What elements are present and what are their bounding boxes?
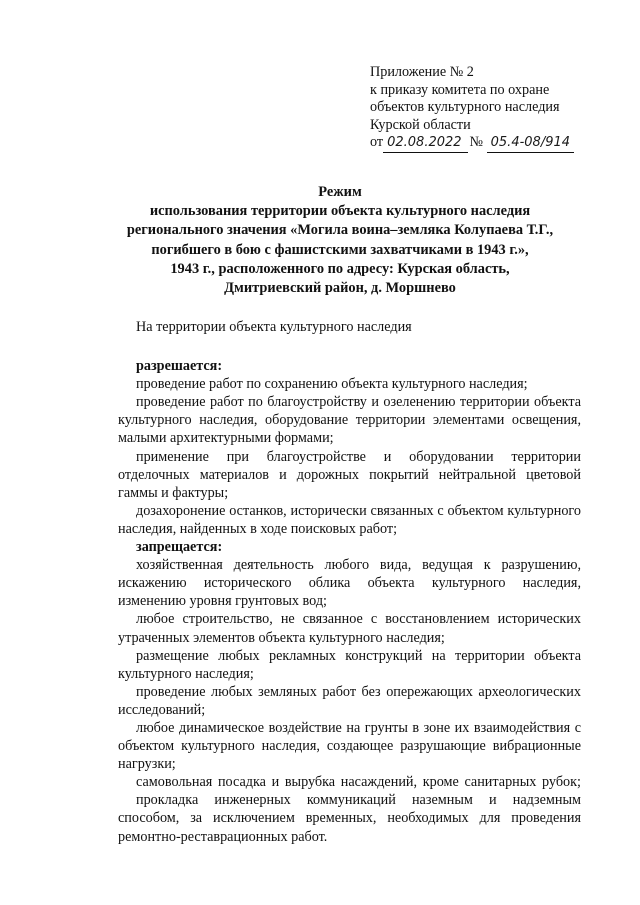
order-date-handwritten: 02.08.2022: [383, 134, 467, 153]
prohibited-item: размещение любых рекламных конструкций на территории объекта культурного наследия;: [118, 647, 581, 682]
number-label: №: [469, 134, 484, 150]
prohibited-item: любое строительство, не связанное с восстановлением исторических утраченных элементов объекта культурного наследия;: [118, 611, 581, 646]
prohibited-item: любое динамическое воздействие на грунты в зоне их взаимодействия с объектом культурного наследия, создающее разрушающие вибрационные нагрузки;: [118, 719, 581, 773]
title-line: регионального значения «Могила воина–земляка Колупаева Т.Г.,: [126, 222, 554, 239]
prohibited-item: самовольная посадка и вырубка насаждений, кроме санитарных рубок;: [136, 774, 581, 791]
allowed-header: разрешается:: [136, 358, 223, 375]
order-date-number-line: [370, 134, 630, 153]
intro-text: На территории объекта культурного наследия: [136, 319, 412, 335]
appendix-number: Приложение № 2: [370, 64, 474, 80]
allowed-item: проведение работ по благоустройству и озеленению территории объекта культурного наследия, оборудование территории элементами освещения, малыми архитектурными формами;: [118, 394, 581, 447]
allowed-item: проведение работ по сохранению объекта культурного наследия;: [136, 376, 528, 393]
prohibited-item: проведение любых земляных работ без опережающих археологических исследований;: [118, 683, 581, 718]
prohibited-header: запрещается:: [136, 539, 223, 556]
title-line: использования территории объекта культурного наследия: [149, 203, 531, 220]
title-line: Режим: [318, 184, 362, 200]
appendix-header: [370, 64, 630, 153]
committee-name: объектов культурного наследия: [370, 99, 560, 115]
order-number-handwritten: 05.4-08/914: [487, 134, 574, 153]
document-title: [100, 183, 580, 298]
document-body: [118, 318, 581, 846]
region-name: Курской области: [370, 116, 471, 133]
prohibited-item: хозяйственная деятельность любого вида, ведущая к разрушению, искажению исторического облика объекта культурного наследия, изменению уровня грунтовых вод;: [118, 557, 581, 610]
title-line: погибшего в бою с фашистскими захватчиками в 1943 г.»,: [151, 241, 529, 258]
order-reference: к приказу комитета по охране: [370, 81, 550, 98]
title-line: Дмитриевский район, д. Моршнево: [224, 280, 456, 297]
allowed-item: применение при благоустройстве и оборудовании территории отделочных материалов и дорожных покрытий нейтральной цветовой гаммы и фактуры;: [118, 448, 581, 501]
allowed-item: дозахоронение останков, исторически связанных с объектом культурного наследия, найденных в ходе поисковых работ;: [118, 502, 581, 537]
ot-label: от: [370, 134, 384, 150]
prohibited-item: прокладка инженерных коммуникаций наземным и надземным способом, за исключением временных, необходимых для проведения ремонтно-реставрационных работ.: [118, 792, 581, 845]
title-line: 1943 г., расположенного по адресу: Курская область,: [170, 260, 510, 277]
